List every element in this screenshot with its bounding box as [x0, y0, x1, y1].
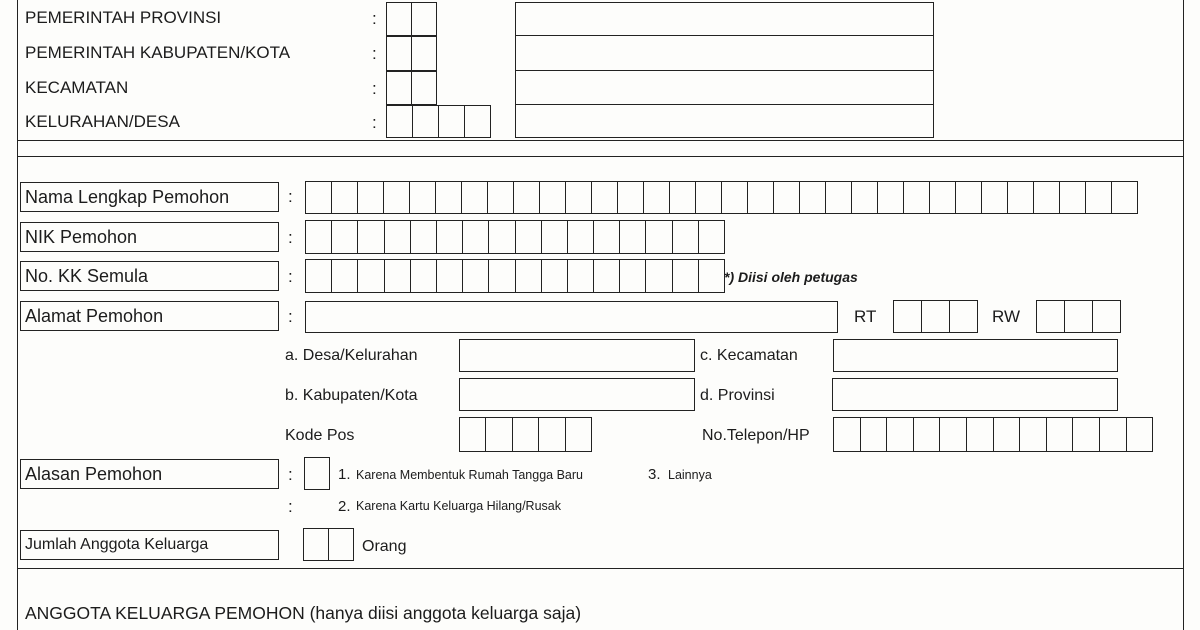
char-cell[interactable] — [411, 220, 437, 254]
char-cell[interactable] — [329, 528, 354, 561]
char-cell[interactable] — [411, 259, 437, 293]
label-orang: Orang — [362, 538, 407, 555]
colon: : — [372, 79, 377, 98]
no-kk-cells[interactable] — [305, 259, 725, 293]
jumlah-anggota-cells[interactable] — [303, 528, 354, 561]
kecamatan-code-cells[interactable] — [386, 71, 437, 105]
label-no-kk: No. KK Semula — [20, 261, 279, 291]
char-cell[interactable] — [539, 417, 565, 452]
label-nama-lengkap: Nama Lengkap Pemohon — [20, 182, 279, 212]
char-cell[interactable] — [306, 181, 332, 214]
section-divider-3 — [17, 568, 1183, 569]
char-cell[interactable] — [488, 181, 514, 214]
char-cell[interactable] — [463, 259, 489, 293]
label-desa: a. Desa/Kelurahan — [285, 347, 418, 364]
kode-pos-cells[interactable] — [459, 417, 592, 452]
colon: : — [288, 187, 293, 206]
rw-cells[interactable] — [1036, 300, 1121, 333]
char-cell[interactable] — [904, 181, 930, 214]
char-cell[interactable] — [699, 220, 725, 254]
char-cell[interactable] — [696, 181, 722, 214]
form-left-border — [17, 0, 18, 630]
members-heading: ANGGOTA KELUARGA PEMOHON (hanya diisi anggota keluarga saja) — [25, 603, 582, 623]
char-cell[interactable] — [566, 417, 592, 452]
char-cell[interactable] — [852, 181, 878, 214]
label-telepon: No.Telepon/HP — [702, 427, 810, 444]
char-cell[interactable] — [542, 220, 568, 254]
kabupaten-name-field[interactable] — [515, 35, 934, 71]
char-cell[interactable] — [1086, 181, 1112, 214]
char-cell[interactable] — [358, 181, 384, 214]
reason-option-2: Karena Kartu Keluarga Hilang/Rusak — [356, 499, 561, 513]
char-cell[interactable] — [748, 181, 774, 214]
section-divider-2 — [17, 156, 1183, 157]
colon: : — [372, 9, 377, 28]
char-cell[interactable] — [304, 528, 329, 561]
char-cell[interactable] — [940, 417, 967, 452]
char-cell[interactable] — [1034, 181, 1060, 214]
char-cell[interactable] — [514, 181, 540, 214]
colon: : — [372, 44, 377, 63]
reason-option-1: Karena Membentuk Rumah Tangga Baru — [356, 468, 583, 482]
nik-cells[interactable] — [305, 220, 725, 254]
char-cell[interactable] — [1127, 417, 1154, 452]
char-cell[interactable] — [646, 259, 672, 293]
char-cell[interactable] — [306, 220, 332, 254]
char-cell[interactable] — [774, 181, 800, 214]
char-cell[interactable] — [1037, 300, 1065, 333]
char-cell[interactable] — [699, 259, 725, 293]
char-cell[interactable] — [465, 105, 491, 138]
desa-field[interactable] — [459, 339, 695, 372]
label-kecamatan: KECAMATAN — [25, 78, 129, 97]
char-cell[interactable] — [384, 181, 410, 214]
char-cell[interactable] — [436, 181, 462, 214]
colon: : — [288, 465, 293, 484]
char-cell[interactable] — [861, 417, 888, 452]
char-cell[interactable] — [1008, 181, 1034, 214]
label-provinsi: PEMERINTAH PROVINSI — [25, 8, 222, 27]
label-alamat: Alamat Pemohon — [20, 301, 279, 331]
char-cell[interactable] — [956, 181, 982, 214]
char-cell[interactable] — [1047, 417, 1074, 452]
char-cell[interactable] — [412, 2, 437, 36]
char-cell[interactable] — [1065, 300, 1093, 333]
char-cell[interactable] — [826, 181, 852, 214]
char-cell[interactable] — [887, 417, 914, 452]
char-cell[interactable] — [834, 417, 861, 452]
colon: : — [288, 228, 293, 247]
char-cell[interactable] — [387, 2, 412, 36]
label-kode-pos: Kode Pos — [285, 427, 355, 444]
char-cell[interactable] — [358, 259, 384, 293]
reason-option-1-number: 1. — [338, 466, 351, 483]
telepon-cells[interactable] — [833, 417, 1153, 452]
char-cell[interactable] — [410, 181, 436, 214]
char-cell[interactable] — [460, 417, 486, 452]
char-cell[interactable] — [1060, 181, 1086, 214]
char-cell[interactable] — [489, 220, 515, 254]
label-alasan: Alasan Pemohon — [20, 459, 279, 489]
label-jumlah-anggota: Jumlah Anggota Keluarga — [20, 530, 279, 560]
char-cell[interactable] — [462, 181, 488, 214]
colon: : — [288, 497, 293, 516]
char-cell[interactable] — [516, 220, 542, 254]
form-right-border — [1183, 0, 1184, 630]
char-cell[interactable] — [332, 220, 358, 254]
char-cell[interactable] — [878, 181, 904, 214]
char-cell[interactable] — [463, 220, 489, 254]
colon: : — [288, 307, 293, 326]
label-kabupaten-alamat: b. Kabupaten/Kota — [285, 387, 418, 404]
char-cell[interactable] — [358, 220, 384, 254]
char-cell[interactable] — [413, 105, 439, 138]
char-cell[interactable] — [566, 181, 592, 214]
char-cell[interactable] — [385, 220, 411, 254]
kabupaten-field[interactable] — [459, 378, 695, 411]
char-cell[interactable] — [439, 105, 465, 138]
rt-cells[interactable] — [893, 300, 978, 333]
char-cell[interactable] — [1020, 417, 1047, 452]
label-rw: RW — [992, 307, 1021, 326]
char-cell[interactable] — [568, 220, 594, 254]
char-cell[interactable] — [306, 259, 332, 293]
reason-option-2-number: 2. — [338, 498, 351, 515]
char-cell[interactable] — [800, 181, 826, 214]
colon: : — [288, 267, 293, 286]
kecamatan-field[interactable] — [833, 339, 1118, 372]
char-cell[interactable] — [673, 220, 699, 254]
char-cell[interactable] — [332, 259, 358, 293]
char-cell[interactable] — [967, 417, 994, 452]
char-cell[interactable] — [982, 181, 1008, 214]
char-cell[interactable] — [620, 220, 646, 254]
char-cell[interactable] — [930, 181, 956, 214]
colon: : — [372, 113, 377, 132]
char-cell[interactable] — [1112, 181, 1138, 214]
kelurahan-name-field[interactable] — [515, 104, 934, 138]
reason-option-3-number: 3. — [648, 466, 661, 483]
provinsi-name-field[interactable] — [515, 2, 934, 36]
char-cell[interactable] — [387, 71, 412, 105]
label-provinsi-alamat: d. Provinsi — [700, 387, 775, 404]
char-cell[interactable] — [722, 181, 748, 214]
char-cell[interactable] — [922, 300, 950, 333]
kelurahan-code-cells[interactable] — [386, 105, 491, 138]
reason-option-3: Lainnya — [668, 468, 712, 482]
char-cell[interactable] — [644, 181, 670, 214]
char-cell[interactable] — [412, 71, 437, 105]
kecamatan-name-field[interactable] — [515, 70, 934, 105]
section-divider-1 — [17, 140, 1183, 141]
label-nik: NIK Pemohon — [20, 222, 279, 252]
char-cell[interactable] — [387, 36, 412, 71]
char-cell[interactable] — [594, 259, 620, 293]
char-cell[interactable] — [513, 417, 539, 452]
char-cell[interactable] — [387, 105, 413, 138]
char-cell[interactable] — [994, 417, 1021, 452]
char-cell[interactable] — [673, 259, 699, 293]
char-cell[interactable] — [489, 259, 515, 293]
alasan-code-cell[interactable] — [304, 457, 330, 490]
kabupaten-code-cells[interactable] — [386, 36, 437, 71]
char-cell[interactable] — [437, 259, 463, 293]
char-cell[interactable] — [914, 417, 941, 452]
char-cell[interactable] — [568, 259, 594, 293]
char-cell[interactable] — [1093, 300, 1121, 333]
char-cell[interactable] — [412, 36, 437, 71]
label-kabupaten: PEMERINTAH KABUPATEN/KOTA — [25, 43, 291, 62]
char-cell[interactable] — [1073, 417, 1100, 452]
char-cell[interactable] — [486, 417, 512, 452]
char-cell[interactable] — [646, 220, 672, 254]
label-kelurahan: KELURAHAN/DESA — [25, 112, 180, 131]
char-cell[interactable] — [437, 220, 463, 254]
alamat-field[interactable] — [305, 301, 838, 333]
label-rt: RT — [854, 307, 877, 326]
char-cell[interactable] — [594, 220, 620, 254]
char-cell[interactable] — [385, 259, 411, 293]
char-cell[interactable] — [542, 259, 568, 293]
char-cell[interactable] — [332, 181, 358, 214]
provinsi-field[interactable] — [832, 378, 1118, 411]
char-cell[interactable] — [1100, 417, 1127, 452]
kk-officer-note: *) Diisi oleh petugas — [724, 269, 858, 285]
char-cell[interactable] — [950, 300, 978, 333]
char-cell[interactable] — [618, 181, 644, 214]
label-kecamatan-alamat: c. Kecamatan — [700, 347, 798, 364]
provinsi-code-cells[interactable] — [386, 2, 437, 36]
char-cell[interactable] — [592, 181, 618, 214]
char-cell[interactable] — [670, 181, 696, 214]
char-cell[interactable] — [516, 259, 542, 293]
char-cell[interactable] — [620, 259, 646, 293]
char-cell[interactable] — [894, 300, 922, 333]
nama-lengkap-cells[interactable] — [305, 181, 1138, 214]
char-cell[interactable] — [540, 181, 566, 214]
